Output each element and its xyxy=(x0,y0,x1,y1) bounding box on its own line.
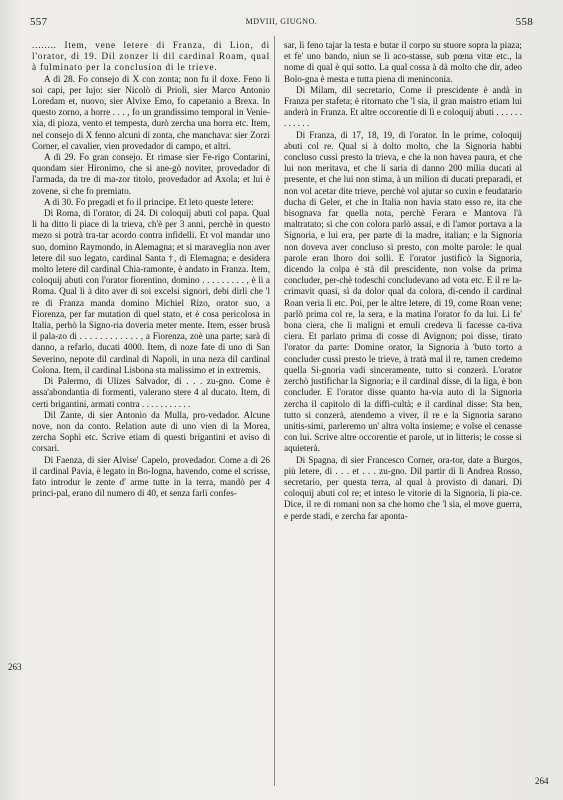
paragraph: Dil Zante, di sier Antonio da Mulla, pro-vedador. Alcune nove, non da conto. Relation aute di uno vien di la Morea, zercha Sophi etc. Scrive etiam di questi brigantini et aviso di corsari. xyxy=(32,409,270,454)
page-number-right: 558 xyxy=(515,16,533,28)
paragraph: A dì 30. Fo pregadi et fo il principe. Et leto queste letere: xyxy=(44,196,254,207)
column-divider xyxy=(274,36,275,786)
paragraph: Di Palermo, di Ulizes Salvador, di . . . zu-gno. Come è assa'abondantia di formenti, valerano stere 4 al ducato. Item, di certi brigantini, armati contra . . . . . . . . . . . xyxy=(32,376,270,409)
paragraph: Di Roma, di l'orator, di 24. Di coloquij abuti col papa. Qual li ha ditto li piace di la trieva, ch'è per 3 anni, perchè in questo mezo si potrà tra-tar acordo contra infidelli. Et vol mandar uno suo, domino Raymondo, in Alemagna; et si maraveglia non aver letere dil suo legato, cardinal Santa †, di Elemagna; e desidera molto letere dil cardinal Chia-ramonte, è andato in Franza. Item, coloquij abuti con l'orator fiorentino, domino . . . . . . . . . , è lì a Roma. Qual li à dito aver di soi excelsi signori, debi dirli che 'l re di Franza manda domino Michiel Rizo, orator suo, a Fiorenza, per far mutation di quel stato, et è cosa pericolosa in Italia, perhò la Signo-ria doveria meter mente. Item, esser brusà il pala-zo di . . . . . . . . . . . . , a Fiorenza, zoè una parte; sarà di danno, a refarlo, ducati 4000. Item, di noze fate di uno di San Severino, nepote dil cardinal di Napoli, in una neza dil cardinal Colona. Item, il cardinal Lisbona sta malissimo et in extremis. xyxy=(32,208,270,375)
paragraph: Di Milam, dil secretario, Come il prescidente è andà in Franza per stafeta; è ritornato che 'l sia, il gran maistro etiam lui anderà in Franza. Et altre occorentie di lì e coloquij abuti . . . . . . . . . . . . xyxy=(284,84,522,129)
page-number-left: 557 xyxy=(30,16,48,28)
running-head-title: MDVIII, GIUGNO. xyxy=(245,17,318,26)
paragraph: ........ Item, vene letere di Franza, di Lion, di l'orator, di 19. Dil zonzer li dil cardinal Roam, qual à fulminato per la conclusion di le trieve. xyxy=(32,40,270,73)
paragraph: Di Spagna, di sier Francesco Corner, ora-tor, date a Burgos, più letere, di . . . et . . . zu-gno. Dil partir di li Andrea Rosso, secretario, per questa terra, al qual à provisto di danari. Di coloquij abuti col re; et inteso le vitorie di la Signoria, li pia-ce. Dice, il re di romani non sa che homo che 'l sia, el move guerra, e perde stadi, e zercha far aponta- xyxy=(284,454,522,521)
running-header xyxy=(30,16,533,30)
right-column xyxy=(284,40,522,522)
paragraph: A dì 28. Fo consejo di X con zonta; non fu il doxe. Feno li soi capi, per lujo: sier Nicolò di Priolì, sier Marco Antonio Loredam et, nuovo, sier Alvixe Emo, fo capetanio a Brexa. In questo zorno, a horre . . . , fo un grandissimo temporal in Venie-xia, di pioza, vento et tempesta, durò zercha una horra etc. Item, nel consejo di X fenno alcuni di zonta, che manchava: sier Zorzi Corner, el cavalier, vien provedador di campo, et altri. xyxy=(32,73,270,151)
paragraph: sar, li feno tajar la testa e butar il corpo su stuore sopra la piaza; et fe' uno bando, niun se li aco-stasse, sub pœna vitæ etc., la nome di qual è qui sotto. La qual cossa à dà molto che dir, adeo Bolo-gna è mesta e tutta piena di meninconia. xyxy=(284,40,522,84)
paragraph: A dì 29. Fo gran consejo. Et rimase sier Fe-rigo Contarini, quondam sier Hironimo, che si ane-gò noviter, provedador di l'armada, da tre di ma-zor titolo, provedador ad Axola; et lui è zovene, sì che fo premiato. xyxy=(32,152,270,196)
margin-note-left: 263 xyxy=(8,662,22,672)
paragraph: Di Franza, di 17, 18, 19, di l'orator. In le prime, coloquij abuti col re. Qual si à dolto molto, che la Signoria habbi concluso cussì presto la trieva, e che la non havea paura, et che lui non meritava, et che li saria di danno 200 milia ducati al presente, et che lui non stima, à un milion di ducati preparadi, et non vol acetar dite trieve, perchè vol ajutar so cuxin e feudatario ducha di Geler, et che in Italia non havia stato esso re, ita che bisognava far quella nota, perchè Ferara e Mantova l'à maltratato; sì che con colora parlò assai, e di l'amor portava a la Signoria, e lui era, per parte di la madre, italian; e la Signoria non doveva aver concluso sì presto, con molte parole: le qual parole eran lhoro doi solli. E l'orator justificò la Signoria, dicendo la colpa è stà dil prescidente, non volse da prima concluder, per-chè todeschi concludevano ad vota etc. E il re la-crimavit quasi, sì da dolor qual da colora, di-cendo il cardinal Roan veria lì etc. Poi, per le altre letere, di 19, come Roan vene; parlò prima col re, la sera, e la matina l'orator fo da lui. Li fe' bona ciera, che li maligni et emuli credeva li facesse ca-tiva ciera. Et parlato prima di cosse di Avignon; poi disse, tirato l'orator da parte: Domine orator, la Signoria à 'buto torto a concluder cussì presto le trieve, à tratà mal il re, tamen credemo quella Si-gnoria vadi sinceramente, tutto si conzerà. L'orator zerchò justifichar la Signoria; e il cardinal disse, di la liga, è bon concluder. E l'orator disse quanto ha-via auto di la Signoria zercha il capitolo di la diffi-cultà; e il cardinal disse: Sta ben, tutto si conzerà, atendemo a viver, il re e la Signoria sarano unitis-simi, parleremo un' altra volta insieme; e volse el cenasse con lui. Scrive altre occorentie et parole, ut in litteris; le cosse si aquieterà. xyxy=(284,129,522,454)
left-column xyxy=(32,40,270,499)
margin-note-right: 264 xyxy=(535,776,549,786)
paragraph: Di Faenza, di sier Alvise' Capelo, provedador. Come a dì 26 il cardinal Pavia, è legato in Bo-logna, havendo, come el scrisse, fato introdur le zente d' arme tutte in la terra, mandò per 4 princi-pal, erano dil numero di 40, et senza farli confes- xyxy=(32,454,270,499)
